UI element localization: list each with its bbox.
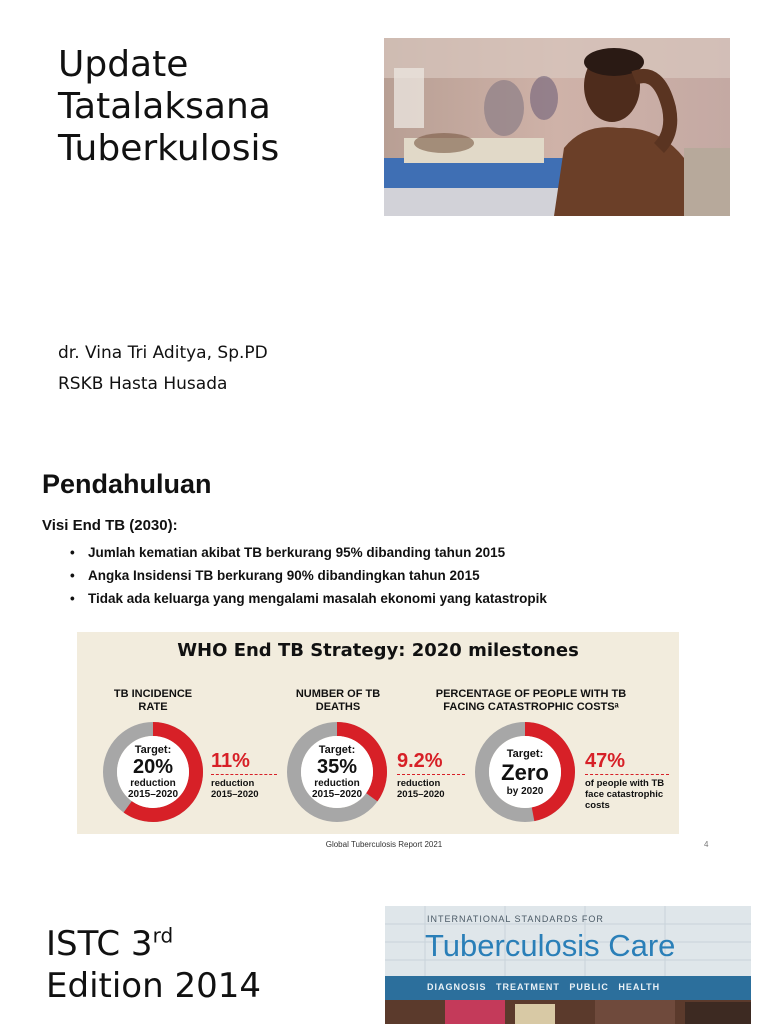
panel-heading-line: TB INCIDENCE [113, 688, 193, 700]
title-superscript: rd [152, 923, 174, 948]
achieved-value: 9.2% [397, 750, 443, 772]
patient-photo [384, 38, 730, 216]
panel-heading-line: PERCENTAGE OF PEOPLE WITH TB [435, 688, 627, 700]
achieved-result [211, 750, 277, 800]
target-label: Target: [134, 744, 172, 756]
author-institution: RSKB Hasta Husada [58, 374, 228, 394]
slide-title-heading [58, 44, 378, 170]
book-top-label: INTERNATIONAL STANDARDS FOR [427, 914, 604, 924]
slide-heading: Pendahuluan [42, 469, 212, 499]
target-value: 35% [316, 756, 358, 778]
panel-heading [275, 688, 401, 714]
achieved-text: reduction [397, 778, 441, 789]
donut-label [101, 720, 205, 824]
bullet-dot-icon: • [70, 545, 75, 560]
target-value: Zero [501, 759, 549, 785]
target-value: 20% [132, 756, 174, 778]
target-years: 2015–2020 [311, 789, 363, 800]
donut-chart [285, 720, 389, 824]
author-block [58, 338, 268, 400]
achieved-text: 2015–2020 [211, 789, 259, 800]
bullet-text: Jumlah kematian akibat TB berkurang 95% dibanding tahun 2015 [88, 545, 506, 560]
dashed-divider [397, 774, 465, 775]
book-band-text: DIAGNOSIS TREATMENT PUBLIC HEALTH [427, 982, 661, 992]
donut-label [285, 720, 389, 824]
list-item [70, 564, 547, 587]
target-years: 2015–2020 [127, 789, 179, 800]
achieved-value: 11% [211, 750, 250, 772]
target-sub: by 2020 [506, 785, 544, 797]
achieved-value: 47% [585, 750, 626, 772]
slide-title [0, 0, 768, 430]
list-item [70, 587, 547, 610]
author-name: dr. Vina Tri Aditya, Sp.PD [58, 343, 268, 363]
donut-chart [473, 720, 577, 824]
bullet-text: Angka Insidensi TB berkurang 90% dibandingkan tahun 2015 [88, 568, 480, 583]
panel-heading-line: DEATHS [315, 701, 361, 713]
book-band [385, 976, 751, 1000]
panel-heading [95, 688, 211, 714]
donut-label [473, 720, 577, 824]
achieved-result [585, 750, 669, 811]
who-infographic [77, 632, 679, 834]
achieved-result [397, 750, 465, 800]
vision-subheading: Visi End TB (2030): [42, 517, 178, 534]
panel-heading-line: RATE [138, 701, 168, 713]
book-cover-photo [385, 1000, 751, 1024]
bullet-dot-icon: • [70, 568, 75, 583]
achieved-text: reduction [211, 778, 255, 789]
target-label: Target: [506, 747, 544, 760]
title-line: Edition 2014 [46, 966, 261, 1006]
slide-pendahuluan [0, 445, 768, 865]
page-number: 4 [704, 840, 709, 849]
title-line [46, 923, 261, 965]
bullet-dot-icon: • [70, 591, 75, 606]
target-label: Target: [318, 744, 356, 756]
target-sub: reduction [130, 778, 176, 789]
title-main: ISTC 3 [46, 924, 153, 964]
dashed-divider [585, 774, 669, 775]
list-item [70, 541, 547, 564]
achieved-text: of people with TB [585, 778, 665, 789]
donut-chart [101, 720, 205, 824]
achieved-text: costs [585, 800, 610, 811]
achieved-text: face catastrophic [585, 789, 664, 800]
slide-title-heading [46, 923, 261, 1007]
slide-istc [0, 885, 768, 1024]
title-line: Tuberkulosis [58, 128, 280, 169]
dashed-divider [211, 774, 277, 775]
achieved-text: 2015–2020 [397, 789, 445, 800]
book-title: Tuberculosis Care [425, 928, 676, 963]
title-line: Update [58, 44, 189, 85]
panel-heading-line: FACING CATASTROPHIC COSTSᵃ [443, 701, 619, 713]
panel-heading [429, 688, 633, 714]
book-cover [385, 906, 751, 1024]
bullet-text: Tidak ada keluarga yang mengalami masalah ekonomi yang katastropik [88, 591, 547, 606]
source-caption: Global Tuberculosis Report 2021 [325, 840, 443, 849]
infographic-title: WHO End TB Strategy: 2020 milestones [177, 640, 579, 661]
target-sub: reduction [314, 778, 360, 789]
vision-bullets [70, 541, 547, 610]
title-line: Tatalaksana [58, 86, 271, 127]
panel-heading-line: NUMBER OF TB [295, 688, 381, 700]
